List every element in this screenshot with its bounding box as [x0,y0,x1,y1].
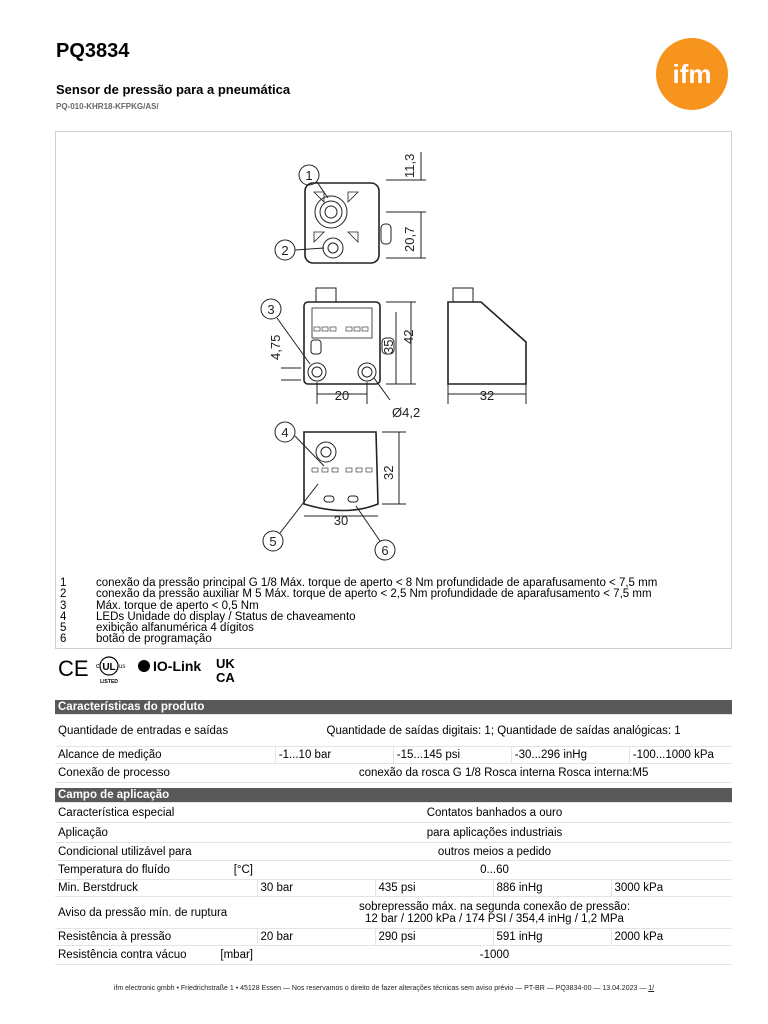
svg-text:4: 4 [281,425,289,440]
front-view [268,288,420,420]
svg-text:35: 35 [381,339,396,354]
table-row: Temperatura do fluído [°C] 0...60 [55,861,732,880]
legend-item: 6 botão de programação [60,633,212,646]
svg-text:32: 32 [381,465,396,480]
table-row: Característica especial Contatos banhados a ouro [55,803,732,823]
section-header: Características do produto [55,700,732,715]
svg-text:Ø4,2: Ø4,2 [392,405,421,420]
svg-text:UK: UK [216,656,235,671]
technical-drawing [55,131,732,649]
product-subtitle: Sensor de pressão para a pneumática [56,82,291,97]
legend-item: 5 exibição alfanumérica 4 dígitos [60,622,254,635]
ul-listed-icon [96,657,125,685]
table-row: Resistência contra vácuo [mbar] -1000 [55,946,732,965]
product-characteristics-table [55,700,732,783]
svg-text:1: 1 [305,168,313,183]
table-row: Min. Berstdruck 30 bar 435 psi 886 inHg 3000 kPa [55,880,732,897]
table-row: Condicional utilizável para outros meios a pedido [55,843,732,861]
page-title: PQ3834 [56,40,130,62]
top-view [305,152,426,263]
svg-text:6: 6 [381,543,389,558]
svg-text:2: 2 [281,243,289,258]
svg-text:CA: CA [216,670,235,685]
legend-item: 3 Máx. torque de aperto < 0,5 Nm [60,599,259,612]
logo-text: ifm [672,59,712,89]
table-row: Aviso da pressão mín. de ruptura sobrepressão máx. na segunda conexão de pressão: 12 bar / 1200 kPa / 174 PSI / 354,4 inHg / 1,2 MPa [55,897,732,929]
section-header: Campo de aplicação [55,788,732,803]
page-icon: 1/ [648,985,655,992]
svg-text:5: 5 [269,534,277,549]
table-row: Conexão de processo conexão da rosca G 1/8 Rosca interna Rosca interna:M5 [55,764,732,783]
svg-text:42: 42 [401,329,416,344]
svg-text:IO-Link: IO-Link [153,658,202,674]
svg-text:20,7: 20,7 [402,226,417,252]
svg-text:4,75: 4,75 [268,334,283,360]
footer-text: ifm electronic gmbh • Friedrichstraße 1 • 45128 Essen — Nos reservamos o direito de fazer alterações técnicas sem aviso prévio — PT-BR — PQ3834-00 — 13.04.2023 — [113,985,647,992]
application-table [55,788,732,965]
svg-text:UL: UL [102,662,116,673]
certification-marks [56,654,246,686]
io-link-icon [138,658,201,674]
bottom-view [304,432,406,528]
ukca-mark-icon [216,656,235,685]
page-footer [0,985,768,992]
ce-mark-icon: CE [58,656,89,681]
svg-text:20: 20 [334,388,350,403]
table-row: Alcance de medição -1...10 bar -15...145 psi -30...296 inHg -100...1000 kPa [55,747,732,764]
legend-item: 1 conexão da pressão principal G 1/8 Máx. torque de aperto < 8 Nm profundidade de aparafusamento < 7,5 mm [60,577,658,589]
legend-item: 2 conexão da pressão auxiliar M 5 Máx. torque de aperto < 2,5 Nm profundidade de aparafusamento < 7,5 mm [60,588,652,601]
table-row: Resistência à pressão 20 bar 290 psi 591 inHg 2000 kPa [55,929,732,946]
svg-text:32: 32 [479,388,495,403]
svg-text:30: 30 [333,513,349,528]
table-row: Quantidade de entradas e saídas Quantidade de saídas digitais: 1; Quantidade de saídas analógicas: 1 [55,715,732,747]
svg-text:us: us [119,664,126,670]
article-code: PQ-010-KHR18-KFPKG/AS/ [56,102,159,111]
svg-text:LISTED: LISTED [100,679,118,685]
ifm-logo [655,37,729,111]
legend-item: 4 LEDs Unidade do display / Status de chaveamento [60,610,356,623]
table-row: Aplicação para aplicações industriais [55,823,732,843]
svg-text:3: 3 [267,302,275,317]
svg-text:c: c [96,663,100,670]
callouts [261,165,395,560]
dimension-drawing [56,132,733,650]
svg-text:11,3: 11,3 [402,153,417,178]
legend-list [60,578,657,646]
side-view [448,288,526,404]
